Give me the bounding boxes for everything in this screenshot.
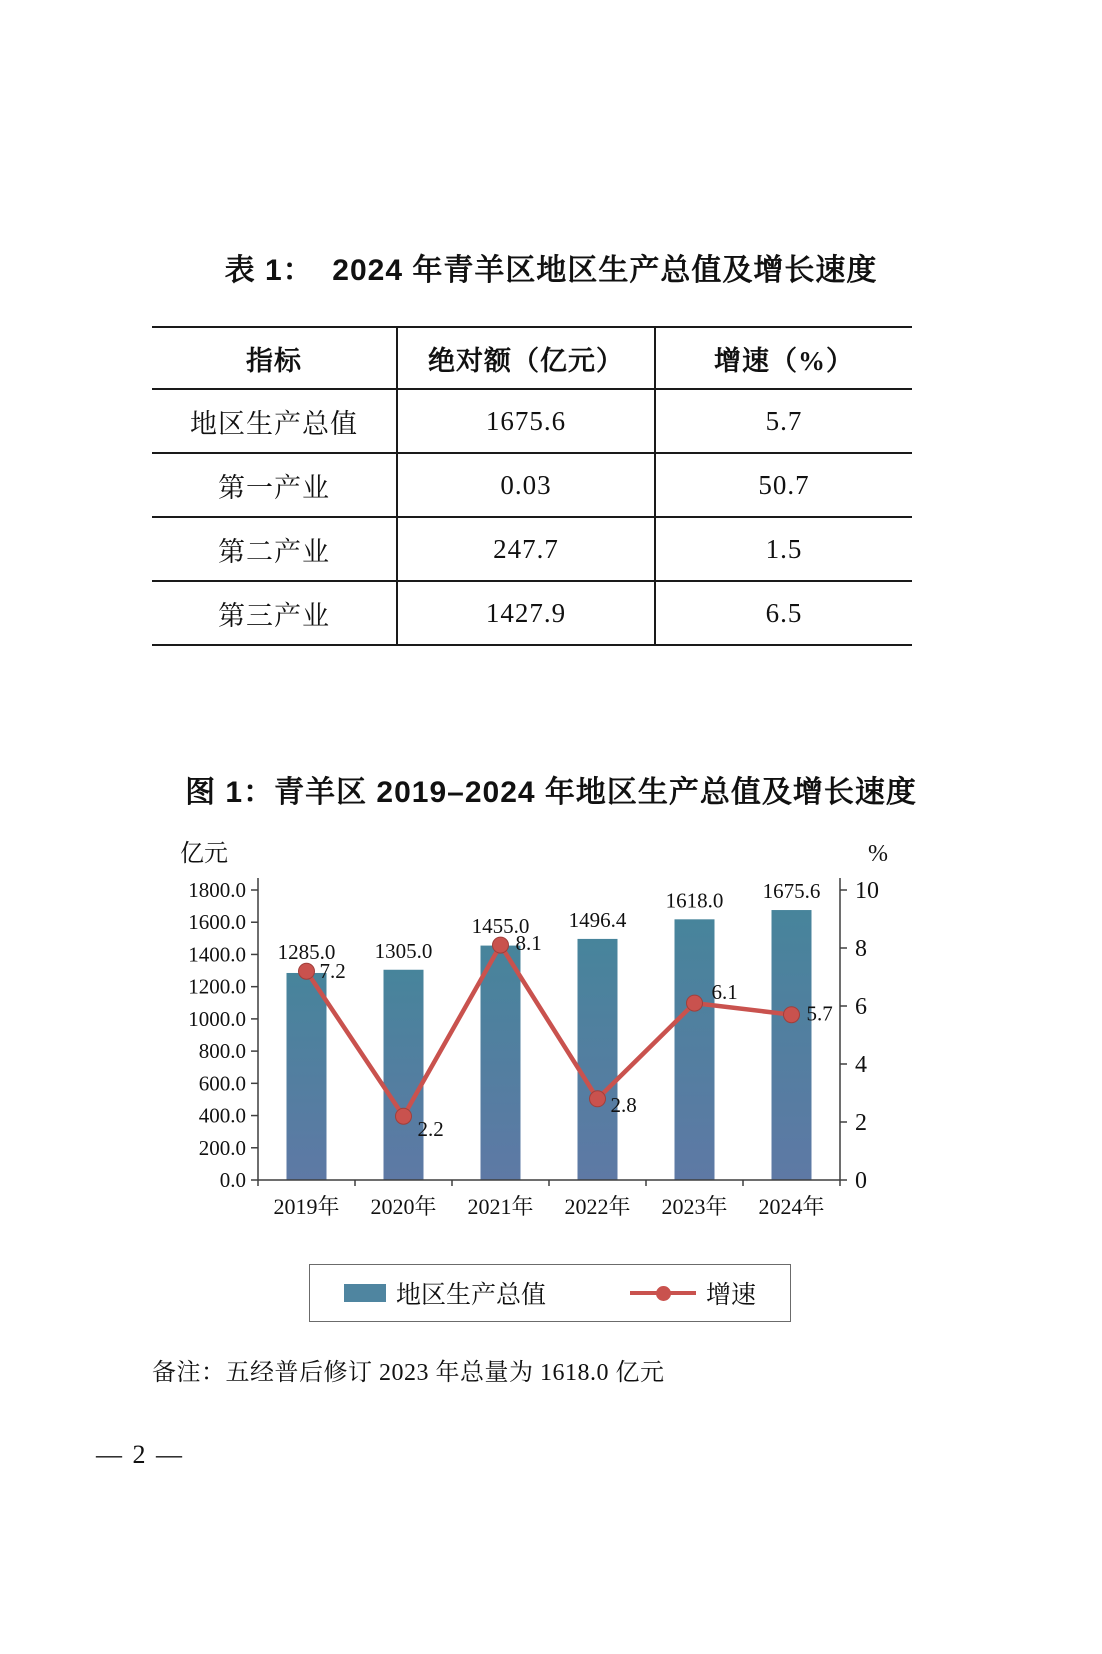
chart-text: 6 [855,994,867,1020]
value-cell: 1675.6 [397,389,655,453]
indicator-cell: 地区生产总值 [152,389,397,453]
chart-text: 2020年 [370,1194,437,1219]
chart-text: 2 [855,1110,867,1136]
combo-chart-svg [150,870,950,1225]
value-cell: 247.7 [397,517,655,581]
chart-text: 1400.0 [188,942,246,967]
col-header-indicator: 指标 [152,327,397,389]
right-axis-unit-label: % [868,841,888,867]
left-axis-unit-label: 亿元 [180,841,228,867]
indicator-cell: 第二产业 [152,517,397,581]
chart-note: 备注：五经普后修订 2023 年总量为 1618.0 亿元 [152,1360,665,1386]
chart-text: 6.1 [711,980,738,1005]
chart-text: 1800.0 [188,878,246,902]
gdp-table [152,326,912,646]
chart-text: 1305.0 [374,938,433,963]
chart-text: 600.0 [198,1071,246,1096]
chart-text: 200.0 [198,1135,246,1160]
growth-marker [590,1091,606,1107]
figure-title: 图 1：青羊区 2019–2024 年地区生产总值及增长速度 [185,776,917,809]
legend-bar-label: 地区生产总值 [395,1282,546,1309]
table-header-row [152,327,912,389]
page-number: — 2 — [96,1440,184,1469]
legend-line-marker [656,1286,671,1301]
table-title: 表 1： 2024 年青羊区地区生产总值及增长速度 [224,254,878,287]
chart-text: 2024年 [758,1194,825,1219]
gdp-bar [578,939,618,1180]
value-cell: 0.03 [397,453,655,517]
legend-item-gdp [344,1275,546,1311]
legend-line-label: 增速 [706,1282,757,1309]
gdp-bar [772,910,812,1180]
indicator-cell: 第三产业 [152,581,397,645]
chart-text: 2.2 [417,1117,444,1142]
chart-text: 2021年 [467,1194,534,1219]
col-header-absolute: 绝对额（亿元） [397,327,655,389]
growth-marker [396,1108,412,1124]
chart-text: 7.2 [319,959,346,984]
chart-text: 1618.0 [665,888,724,913]
growth-marker [299,963,315,979]
chart-text: 800.0 [198,1039,246,1064]
chart-text: 1285.0 [277,940,336,965]
value-cell: 1427.9 [397,581,655,645]
legend-line-swatch [630,1285,696,1301]
table-row [152,389,912,453]
chart-text: 8.1 [515,931,542,956]
growth-line [307,945,792,1116]
chart-text: 2.8 [610,1092,637,1117]
chart-text: 10 [855,878,879,904]
chart-text: 1600.0 [188,910,246,935]
growth-marker [784,1007,800,1023]
table-row [152,517,912,581]
chart-text: 1675.6 [762,879,821,904]
chart-text: 2023年 [661,1194,728,1219]
gdp-bar [287,973,327,1180]
chart-text: 8 [855,936,867,962]
legend-item-growth [630,1275,756,1311]
growth-marker [493,937,509,953]
chart-text: 1455.0 [471,914,530,939]
chart-legend [309,1264,791,1322]
chart-text: 2019年 [273,1194,340,1219]
gdp-bar [481,946,521,1180]
chart-text: 1000.0 [188,1006,246,1031]
chart-text: 0.0 [219,1168,246,1192]
chart-text: 400.0 [198,1103,246,1128]
chart-text: 1200.0 [188,974,246,999]
gdp-bar [675,919,715,1180]
chart-text: 5.7 [806,1001,833,1026]
table-row [152,581,912,645]
growth-marker [687,995,703,1011]
chart-text: 1496.4 [568,907,627,932]
value-cell: 1.5 [655,517,912,581]
axis-unit-row [150,838,950,870]
indicator-cell: 第一产业 [152,453,397,517]
gdp-bar [384,970,424,1180]
value-cell: 6.5 [655,581,912,645]
value-cell: 50.7 [655,453,912,517]
table-row [152,453,912,517]
chart-text: 2022年 [564,1194,631,1219]
legend-bar-swatch [344,1284,386,1302]
col-header-growth: 增速（%） [655,327,912,389]
chart-text: 0 [855,1168,867,1194]
value-cell: 5.7 [655,389,912,453]
chart-text: 4 [855,1052,867,1078]
gdp-combo-chart [150,838,950,1322]
